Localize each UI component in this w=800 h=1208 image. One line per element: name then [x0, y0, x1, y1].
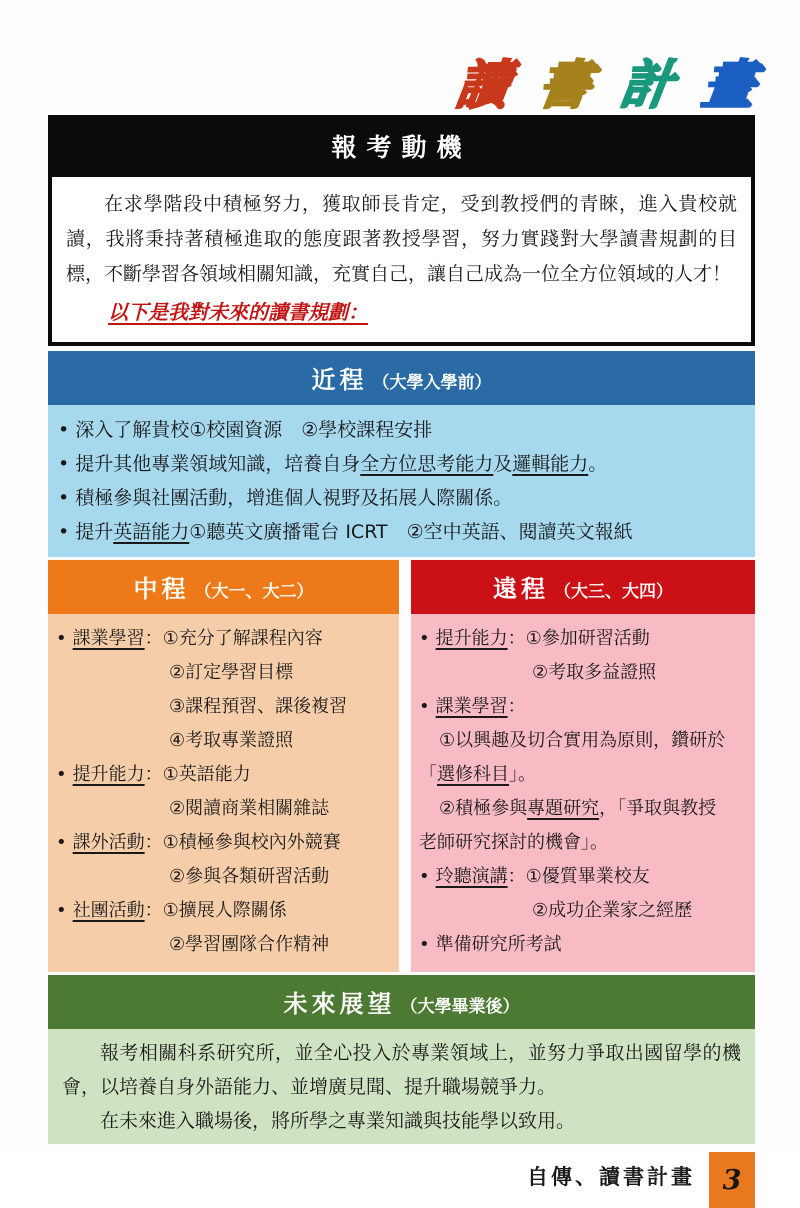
text-segment: ②考取多益證照: [532, 662, 657, 683]
text-segment: ②成功企業家之經歷: [532, 900, 693, 921]
text-line: [56, 690, 391, 724]
title-char: 計: [616, 56, 678, 116]
text-line: [419, 826, 747, 860]
bullet-marker: •: [56, 832, 67, 853]
title-char: 讀: [452, 56, 514, 116]
mid-term-title: 中程: [133, 575, 190, 603]
future-title: 未來展望: [283, 990, 396, 1018]
text-line: [56, 826, 391, 860]
text-segment: 玲聽演講: [435, 866, 508, 887]
text-segment: 」。: [509, 764, 536, 785]
text-segment: 邏輯能力: [512, 453, 589, 475]
bullet-marker: •: [58, 419, 70, 441]
future-section-header: [48, 975, 755, 1029]
footer-label: 自傳、讀書計畫: [527, 1165, 695, 1189]
text-segment: 提升能力: [435, 628, 508, 649]
text-segment: 深入了解貴校①校園資源 ②學校課程安排: [75, 419, 433, 441]
text-line: [58, 413, 745, 447]
text-segment: ②參與各類研習活動: [169, 866, 330, 887]
page-number-badge: 3: [709, 1152, 755, 1208]
text-line: [56, 792, 391, 826]
text-line: [419, 656, 747, 690]
text-segment: 老師研究探討的機會」。: [419, 832, 608, 853]
far-term-header: [411, 560, 755, 614]
mid-term-header: [48, 560, 399, 614]
mid-term-body: [48, 614, 399, 972]
motivation-section: [48, 115, 755, 346]
bullet-marker: •: [56, 764, 67, 785]
text-segment: 及: [493, 453, 513, 475]
text-segment: ：①擴展人際關係: [144, 900, 287, 921]
text-segment: ：①英語能力: [144, 764, 251, 785]
text-segment: 課外活動: [72, 832, 145, 853]
text-line: [56, 724, 391, 758]
text-segment: 提升能力: [72, 764, 145, 785]
far-term-title: 遠程: [492, 575, 549, 603]
text-line: [56, 758, 391, 792]
text-segment: 全方位思考能力: [360, 453, 494, 475]
text-segment: 專題研究: [527, 798, 600, 819]
bullet-marker: •: [419, 866, 430, 887]
text-line: [419, 894, 747, 928]
text-segment: ④考取專業證照: [169, 730, 294, 751]
text-segment: ：①積極參與校內外競賽: [144, 832, 341, 853]
mid-far-columns: [48, 560, 755, 972]
text-segment: 。: [588, 453, 608, 475]
text-segment: ：①充分了解課程內容: [144, 628, 323, 649]
text-segment: 英語能力: [113, 521, 190, 543]
mid-term-subtitle: （大一、大二）: [194, 582, 314, 602]
text-segment: ②訂定學習目標: [169, 662, 294, 683]
text-line: [419, 690, 747, 724]
text-segment: 社團活動: [72, 900, 145, 921]
text-segment: ①以興趣及切合實用為原則，鑽研於: [439, 730, 726, 751]
text-line: [56, 860, 391, 894]
text-line: [56, 622, 391, 656]
text-segment: 提升其他專業領域知識，培養自身: [75, 453, 361, 475]
page-content: [48, 0, 760, 1208]
page-footer: [48, 1152, 755, 1208]
text-segment: ①聽英文廣播電台 ICRT ②空中英語、閱讀英文報紙: [189, 521, 633, 543]
text-line: [419, 860, 747, 894]
text-line: [419, 792, 747, 826]
text-segment: ：①參加研習活動: [507, 628, 650, 649]
text-line: [58, 481, 745, 515]
bullet-marker: •: [58, 453, 70, 475]
text-segment: ②閱讀商業相關雜誌: [169, 798, 330, 819]
text-line: [58, 447, 745, 481]
text-line: [419, 724, 747, 758]
page-title: [48, 52, 760, 116]
mid-term-column: [48, 560, 399, 972]
far-term-column: [411, 560, 755, 972]
text-segment: 選修科目: [437, 764, 509, 785]
text-segment: 提升: [75, 521, 114, 543]
text-line: [419, 758, 747, 792]
text-line: [419, 622, 747, 656]
bullet-marker: •: [419, 696, 430, 717]
far-term-subtitle: （大三、大四）: [554, 582, 674, 602]
text-segment: ③課程預習、課後複習: [169, 696, 348, 717]
text-segment: 積極參與社團活動，增進個人視野及拓展人際關係。: [75, 487, 513, 509]
text-line: [56, 894, 391, 928]
text-segment: ：: [507, 696, 526, 717]
bullet-marker: •: [419, 934, 430, 955]
motivation-body: [52, 177, 751, 342]
bullet-marker: •: [56, 628, 67, 649]
future-paragraph-1: 報考相關科系研究所，並全心投入於專業領域上，並努力爭取出國留學的機會，以培養自身外語能力、並增廣見聞、提升職場競爭力。: [62, 1042, 741, 1098]
future-subtitle: （大學畢業後）: [400, 997, 520, 1017]
bullet-marker: •: [56, 900, 67, 921]
future-paragraph-2: 在未來進入職場後，將所學之專業知識與技能學以致用。: [100, 1110, 576, 1132]
motivation-paragraph: 在求學階段中積極努力，獲取師長肯定，受到教授們的青睞，進入貴校就讀，我將秉持著積極進取的態度跟著教授學習，努力實踐對大學讀書規劃的目標，不斷學習各領域相關知識，充實自己，讓自己成為一位全方位領域的人才！: [66, 193, 737, 285]
future-section-body: [48, 1029, 755, 1144]
title-char: 書: [534, 56, 596, 116]
text-line: [58, 515, 745, 549]
text-line: [419, 928, 747, 962]
bullet-marker: •: [58, 487, 70, 509]
motivation-highlight: 以下是我對未來的讀書規劃：: [108, 300, 368, 324]
text-segment: ：①優質畢業校友: [507, 866, 650, 887]
near-term-body: [48, 405, 755, 557]
near-term-title: 近程: [311, 366, 368, 394]
bullet-marker: •: [419, 628, 430, 649]
far-term-body: [411, 614, 755, 972]
title-char: 畫: [698, 56, 760, 116]
text-segment: 「: [419, 764, 437, 785]
text-segment: 課業學習: [72, 628, 145, 649]
text-segment: ②積極參與: [439, 798, 528, 819]
text-line: [56, 656, 391, 690]
text-segment: ，「爭取與教授: [599, 798, 717, 819]
text-segment: 課業學習: [435, 696, 508, 717]
text-line: [56, 928, 391, 962]
motivation-header: 報考動機: [52, 119, 751, 177]
bullet-marker: •: [58, 521, 70, 543]
near-term-header: [48, 351, 755, 405]
text-segment: 準備研究所考試: [435, 934, 562, 955]
text-segment: ②學習團隊合作精神: [169, 934, 330, 955]
near-term-subtitle: （大學入學前）: [372, 373, 492, 393]
